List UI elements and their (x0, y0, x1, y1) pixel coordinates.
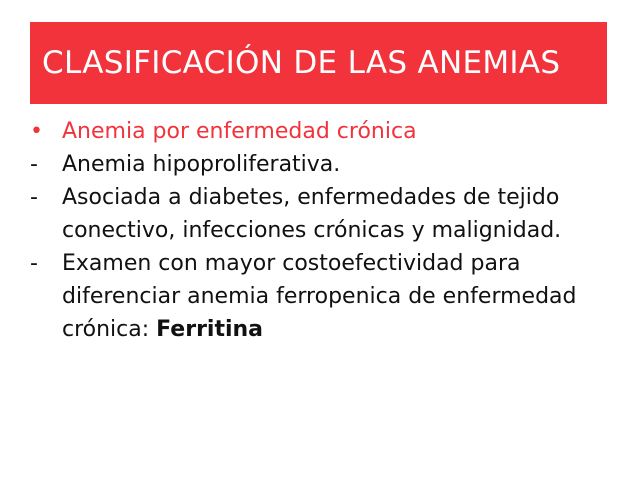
bullet-marker: • (30, 119, 43, 144)
slide-title: CLASIFICACIÓN DE LAS ANEMIAS (42, 45, 561, 81)
bullet-text: Examen con mayor costoefectividad para diferenciar anemia ferropenica de enfermedad crónica: (62, 251, 577, 342)
bullet-text-container (62, 247, 620, 346)
dash-marker: - (30, 152, 38, 177)
bullet-text: Asociada a diabetes, enfermedades de tejido conectivo, infecciones crónicas y malignidad. (62, 185, 562, 243)
bullet-item (30, 115, 620, 148)
dash-marker: - (30, 185, 38, 210)
bullet-text: Anemia por enfermedad crónica (62, 119, 417, 144)
bullet-list (30, 115, 620, 346)
dash-marker: - (30, 251, 38, 276)
title-bar (30, 22, 607, 104)
bullet-item (30, 181, 620, 247)
bullet-text: Anemia hipoproliferativa. (62, 152, 341, 177)
bold-term: Ferritina (156, 317, 264, 342)
bullet-item (30, 247, 620, 346)
bullet-item (30, 148, 620, 181)
